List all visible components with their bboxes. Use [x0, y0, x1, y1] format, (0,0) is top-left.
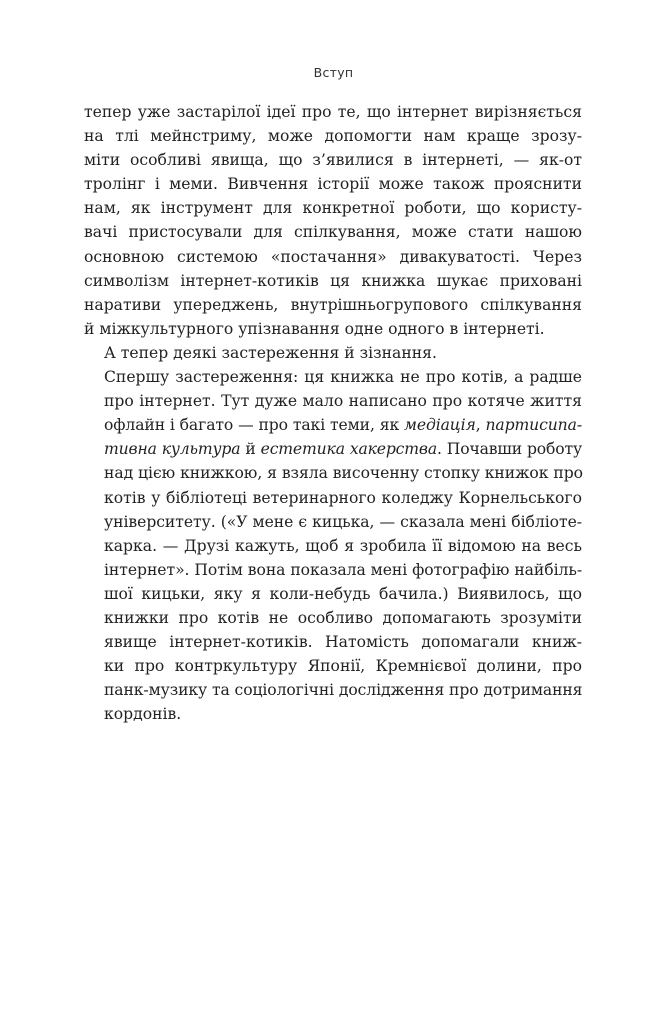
text-line: над цією книжкою, я взяла височенну стопку книжок про [104, 464, 583, 483]
text-line: основною системою «постачання» дивакуватості. Через [84, 247, 582, 266]
text-segment: й [240, 440, 261, 459]
body-text [84, 100, 582, 726]
text-line: котів у бібліотеці ветеринарного коледжу Корнельського [104, 488, 582, 507]
text-line: символізм інтернет-котиків ця книжка шукає приховані [84, 271, 582, 290]
text-line: панк-музику та соціологічні дослідження про дотримання [104, 681, 583, 700]
text-line: міти особливі явища, що з’явилися в інтернеті, — як-от [84, 151, 582, 170]
paragraph-3 [84, 365, 582, 726]
text-segment: , [475, 416, 486, 435]
text-line: наративи упереджень, внутрішньогрупового спілкування [84, 295, 582, 314]
text-line: нам, як інструмент для конкретної роботи, що користу- [84, 199, 582, 218]
italic-term: партисипа- [485, 416, 582, 435]
text-line: ки про контркультуру Японії, Кремнієвої долини, про [104, 657, 582, 676]
text-line: інтернет». Потім вона показала мені фотографію найбіль- [104, 560, 583, 579]
paragraph-1 [84, 100, 582, 341]
text-line-mixed [84, 413, 582, 437]
paragraph-2 [84, 341, 582, 365]
text-line: й міжкультурного упізнавання одне одного в інтернеті. [84, 319, 545, 338]
text-line: шої кицьки, яку я коли-небудь бачила.) Виявилось, що [104, 584, 582, 603]
text-line: на тлі мейнстриму, може допомогти нам краще зрозу- [84, 127, 582, 146]
italic-term: естетика хакерства [260, 440, 437, 459]
running-head: Вступ [313, 65, 354, 80]
text-line: тепер уже застарілої ідеї про те, що інтернет вирізняється [84, 103, 582, 121]
text-line: університету. («У мене є кицька, — сказала мені бібліоте- [104, 512, 582, 531]
text-line: тролінг і меми. Вивчення історії може також прояснити [84, 175, 582, 194]
text-line: карка. — Друзі кажуть, щоб я зробила її відомою на весь [104, 536, 582, 555]
text-line: А тепер деякі застереження й зізнання. [104, 343, 437, 362]
text-line: кордонів. [104, 705, 182, 724]
text-line: про інтернет. Тут дуже мало написано про котяче життя [104, 392, 582, 411]
text-line-mixed [84, 437, 582, 461]
text-segment: . Почавши роботу [436, 440, 583, 459]
text-line: Спершу застереження: ця книжка не про котів, а радше [104, 368, 582, 387]
text-line: вачі пристосували для спілкування, може стати нашою [84, 223, 582, 242]
text-segment: офлайн і багато — про такі теми, як [104, 416, 404, 435]
text-line: книжки про котів не особливо допомагають зрозуміти [104, 608, 582, 627]
italic-term: медіація [403, 416, 476, 435]
italic-term: тивна культура [104, 440, 241, 459]
text-line: явище інтернет-котиків. Натомість допомагали книж- [104, 633, 582, 652]
